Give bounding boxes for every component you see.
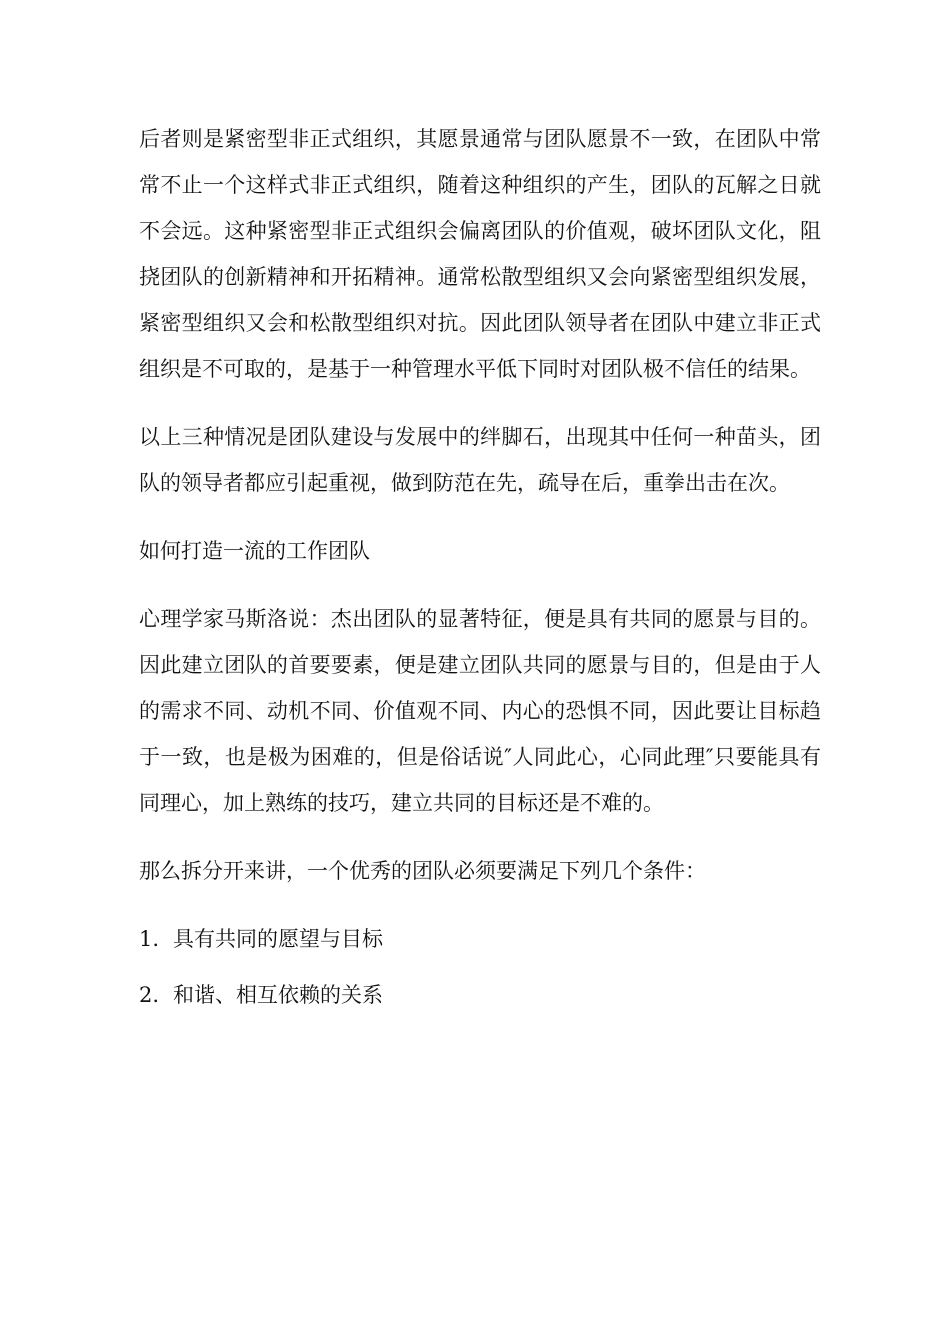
list-item-text: 具有共同的愿望与目标 — [173, 927, 383, 951]
list-item-number: 2. — [139, 983, 160, 1007]
paragraph-informal-organization: 后者则是紧密型非正式组织，其愿景通常与团队愿景不一致，在团队中常常不止一个这样式非正式组织，随着这种组织的产生，团队的瓦解之日就不会远。这种紧密型非正式组织会偏离团队的价值观，破坏团队文化，阻挠团队的创新精神和开拓精神。通常松散型组织又会向紧密型组织发展，紧密型组织又会和松散型组织对抗。因此团队领导者在团队中建立非正式组织是不可取的，是基于一种管理水平低下同时对团队极不信任的结果。 — [139, 127, 821, 381]
paragraph-conditions-intro: 那么拆分开来讲，一个优秀的团队必须要满足下列几个条件： — [139, 859, 706, 883]
section-heading: 如何打造一流的工作团队 — [139, 539, 370, 563]
list-item — [139, 972, 821, 1018]
paragraph-maslow: 心理学家马斯洛说：杰出团队的显著特征，便是具有共同的愿景与目的。因此建立团队的首要要素，便是建立团队共同的愿景与目的，但是由于人的需求不同、动机不同、价值观不同、内心的恐惧不同，因此要让目标趋于一致，也是极为困难的，但是俗话说″人同此心，心同此理″只要能具有同理心，加上熟练的技巧，建立共同的目标还是不难的。 — [139, 607, 821, 815]
paragraph-obstacles: 以上三种情况是团队建设与发展中的绊脚石，出现其中任何一种苗头，团队的领导者都应引起重视，做到防范在先，疏导在后，重拳出击在次。 — [139, 425, 821, 495]
conditions-list — [139, 916, 821, 1018]
list-item-text: 和谐、相互依赖的关系 — [173, 983, 383, 1007]
document-body — [139, 116, 821, 1028]
list-item-number: 1. — [139, 927, 160, 951]
list-item — [139, 916, 821, 962]
